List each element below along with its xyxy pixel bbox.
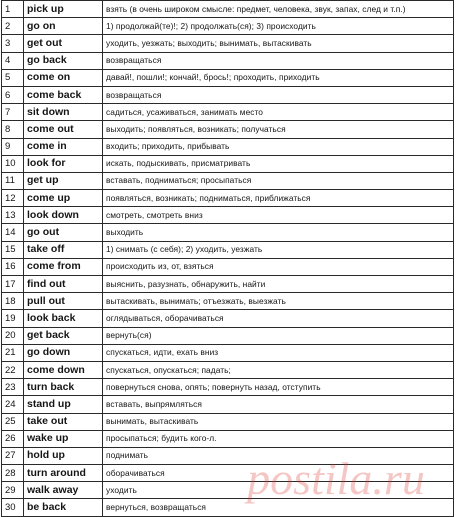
row-number: 22 — [2, 361, 24, 378]
row-number: 21 — [2, 344, 24, 361]
row-number: 18 — [2, 293, 24, 310]
phrasal-verb: be back — [24, 499, 103, 516]
russian-translation: спускаться, опускаться; падать; — [103, 361, 454, 378]
phrasal-verb: walk away — [24, 482, 103, 499]
row-number: 7 — [2, 104, 24, 121]
russian-translation: выходить; появляться, возникать; получаться — [103, 121, 454, 138]
phrasal-verb: take off — [24, 241, 103, 258]
russian-translation: оглядываться, оборачиваться — [103, 310, 454, 327]
phrasal-verb: turn back — [24, 379, 103, 396]
phrasal-verb: go on — [24, 18, 103, 35]
phrasal-verb: take out — [24, 413, 103, 430]
row-number: 10 — [2, 155, 24, 172]
table-row — [2, 396, 454, 413]
russian-translation: спускаться, идти, ехать вниз — [103, 344, 454, 361]
phrasal-verb: pull out — [24, 293, 103, 310]
phrasal-verb: look down — [24, 207, 103, 224]
row-number: 12 — [2, 190, 24, 207]
table-row — [2, 86, 454, 103]
phrasal-verb: get up — [24, 172, 103, 189]
russian-translation: возвращаться — [103, 52, 454, 69]
table-row — [2, 224, 454, 241]
phrasal-verbs-table — [1, 0, 454, 517]
russian-translation: появляться, возникать; подниматься, приближаться — [103, 190, 454, 207]
russian-translation: оборачиваться — [103, 465, 454, 482]
phrasal-verb: stand up — [24, 396, 103, 413]
table-row — [2, 447, 454, 464]
row-number: 6 — [2, 86, 24, 103]
russian-translation: смотреть, смотреть вниз — [103, 207, 454, 224]
table-row — [2, 52, 454, 69]
table-row — [2, 499, 454, 516]
row-number: 27 — [2, 447, 24, 464]
phrasal-verb: come back — [24, 86, 103, 103]
row-number: 2 — [2, 18, 24, 35]
phrasal-verb: pick up — [24, 1, 103, 18]
row-number: 20 — [2, 327, 24, 344]
row-number: 25 — [2, 413, 24, 430]
phrasal-verb: go back — [24, 52, 103, 69]
row-number: 17 — [2, 276, 24, 293]
russian-translation: искать, подыскивать, присматривать — [103, 155, 454, 172]
row-number: 15 — [2, 241, 24, 258]
table-row — [2, 310, 454, 327]
russian-translation: вытаскивать, вынимать; отъезжать, выезжать — [103, 293, 454, 310]
russian-translation: возвращаться — [103, 86, 454, 103]
phrasal-verb: come down — [24, 361, 103, 378]
table-body — [2, 1, 454, 517]
phrasal-verb: get out — [24, 35, 103, 52]
table-row — [2, 18, 454, 35]
table-row — [2, 327, 454, 344]
row-number: 24 — [2, 396, 24, 413]
phrasal-verb: look for — [24, 155, 103, 172]
watermark-text: postila.ru — [247, 453, 425, 504]
russian-translation: вынимать, вытаскивать — [103, 413, 454, 430]
table-row — [2, 241, 454, 258]
row-number: 16 — [2, 258, 24, 275]
phrasal-verb: wake up — [24, 430, 103, 447]
russian-translation: выходить — [103, 224, 454, 241]
row-number: 13 — [2, 207, 24, 224]
row-number: 26 — [2, 430, 24, 447]
table-row — [2, 104, 454, 121]
russian-translation: происходить из, от, взяться — [103, 258, 454, 275]
russian-translation: вставать, выпрямляться — [103, 396, 454, 413]
table-row — [2, 482, 454, 499]
russian-translation: давай!, пошли!; кончай!, брось!; проходить, приходить — [103, 69, 454, 86]
row-number: 4 — [2, 52, 24, 69]
row-number: 28 — [2, 465, 24, 482]
row-number: 5 — [2, 69, 24, 86]
phrasal-verb: come up — [24, 190, 103, 207]
table-row — [2, 138, 454, 155]
row-number: 30 — [2, 499, 24, 516]
table-row — [2, 190, 454, 207]
russian-translation: 1) продолжай(те)!; 2) продолжать(ся); 3) происходить — [103, 18, 454, 35]
phrasal-verb: find out — [24, 276, 103, 293]
table-row — [2, 172, 454, 189]
russian-translation: взять (в очень широком смысле: предмет, человека, звук, запах, след и т.п.) — [103, 1, 454, 18]
table-row — [2, 207, 454, 224]
phrasal-verb: sit down — [24, 104, 103, 121]
row-number: 3 — [2, 35, 24, 52]
row-number: 19 — [2, 310, 24, 327]
table-row — [2, 465, 454, 482]
russian-translation: вернуться, возвращаться — [103, 499, 454, 516]
row-number: 29 — [2, 482, 24, 499]
russian-translation: поднимать — [103, 447, 454, 464]
phrasal-verb: get back — [24, 327, 103, 344]
row-number: 8 — [2, 121, 24, 138]
russian-translation: вернуть(ся) — [103, 327, 454, 344]
phrasal-verb: come from — [24, 258, 103, 275]
table-row — [2, 430, 454, 447]
russian-translation: выяснить, разузнать, обнаружить, найти — [103, 276, 454, 293]
table-row — [2, 258, 454, 275]
table-row — [2, 293, 454, 310]
russian-translation: вставать, подниматься; просыпаться — [103, 172, 454, 189]
phrasal-verb: turn around — [24, 465, 103, 482]
russian-translation: уходить — [103, 482, 454, 499]
phrasal-verb: go out — [24, 224, 103, 241]
phrasal-verb: come in — [24, 138, 103, 155]
table-row — [2, 379, 454, 396]
table-row — [2, 35, 454, 52]
phrasal-verb: come on — [24, 69, 103, 86]
phrasal-verb: look back — [24, 310, 103, 327]
row-number: 14 — [2, 224, 24, 241]
russian-translation: садиться, усаживаться, занимать место — [103, 104, 454, 121]
russian-translation: 1) снимать (с себя); 2) уходить, уезжать — [103, 241, 454, 258]
table-row — [2, 413, 454, 430]
russian-translation: просыпаться; будить кого-л. — [103, 430, 454, 447]
phrasal-verb: come out — [24, 121, 103, 138]
russian-translation: уходить, уезжать; выходить; вынимать, вытаскивать — [103, 35, 454, 52]
table-row — [2, 69, 454, 86]
table-row — [2, 276, 454, 293]
row-number: 1 — [2, 1, 24, 18]
table-row — [2, 361, 454, 378]
table-row — [2, 1, 454, 18]
phrasal-verb: hold up — [24, 447, 103, 464]
row-number: 23 — [2, 379, 24, 396]
table-row — [2, 344, 454, 361]
table-row — [2, 155, 454, 172]
row-number: 9 — [2, 138, 24, 155]
phrasal-verb: go down — [24, 344, 103, 361]
russian-translation: входить; приходить, прибывать — [103, 138, 454, 155]
russian-translation: повернуться снова, опять; повернуть назад, отступить — [103, 379, 454, 396]
row-number: 11 — [2, 172, 24, 189]
table-row — [2, 121, 454, 138]
